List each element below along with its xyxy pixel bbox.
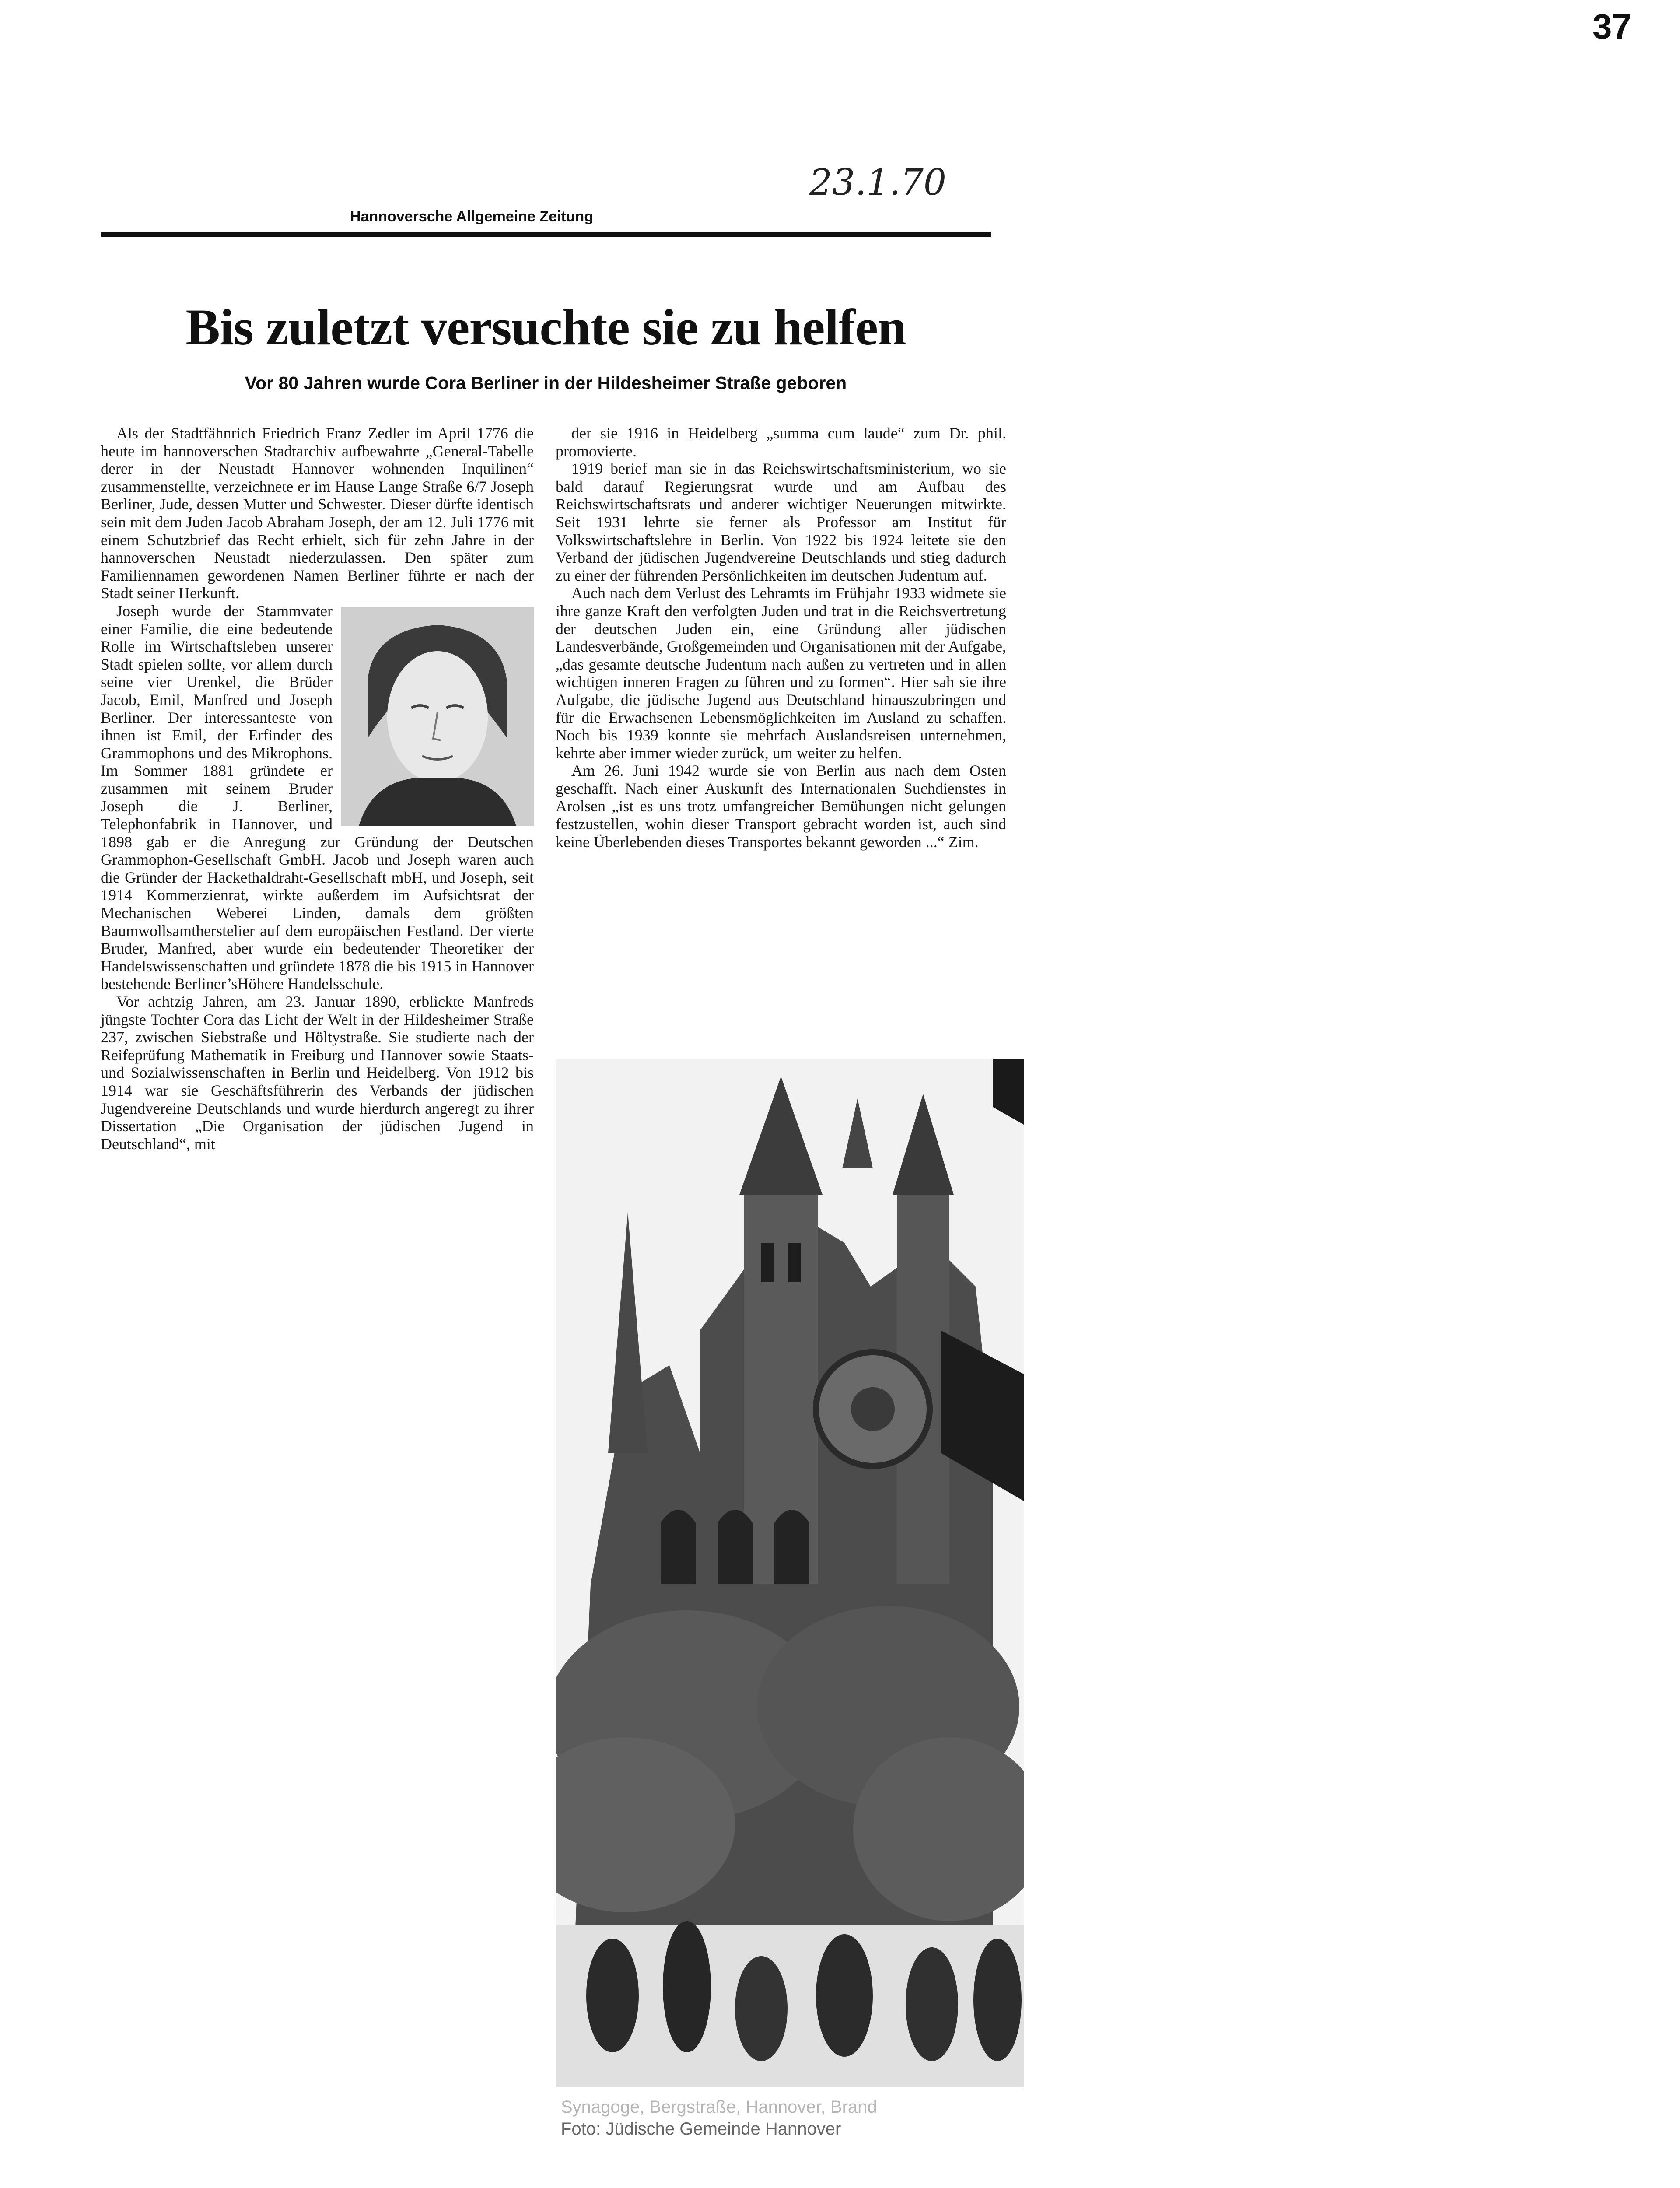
left-paragraph-3: Vor achtzig Jahren, am 23. Januar 1890, erblickte Manfreds jüngste Tochter Cora das Licht der Welt in der Hildesheimer Straße 237, zwischen Siebstraße und Höltystraße. Sie studierte nach der Reifeprüfung Mathematik in Freiburg und Hannover sowie Staats- und Sozialwissenschaften in Berlin und Heidelberg. Von 1912 bis 1914 war sie Geschäftsführerin des Verbands der jüdischen Jugendvereine Deutschlands und wurde hierdurch angeregt zu ihrer Dissertation „Die Organisation der jüdischen Jugend in Deutschland“, mit: [101, 993, 534, 1153]
article-subheadline: Vor 80 Jahren wurde Cora Berliner in der Hildesheimer Straße geboren: [245, 373, 847, 393]
right-paragraph-1: der sie 1916 in Heidelberg „summa cum laude“ zum Dr. phil. promovierte.: [556, 424, 1006, 460]
photo-caption-title: Synagoge, Bergstraße, Hannover, Brand: [561, 2097, 877, 2117]
handwritten-date: 23.1.70: [809, 162, 946, 203]
photo-credit: Foto: Jüdische Gemeinde Hannover: [561, 2119, 841, 2139]
page-number: 37: [1592, 7, 1631, 46]
newspaper-masthead: Hannoversche Allgemeine Zeitung: [350, 208, 594, 225]
right-paragraph-4: Am 26. Juni 1942 wurde sie von Berlin aus nach dem Osten geschafft. Nach einer Auskunft des Internationalen Suchdienstes in Arolsen „ist es uns trotz umfangreicher Bemühungen nicht gelungen festzustellen, wohin dieser Transport gebracht worden ist, auch sind keine Überlebenden dieses Transportes bekannt geworden ...“ Zim.: [556, 762, 1006, 851]
right-paragraph-2: 1919 berief man sie in das Reichswirtschaftsministerium, wo sie bald darauf Regierungsrat wurde und am Aufbau des Reichswirtschaftsrats und anderer wichtiger Neuerungen mitwirkte. Seit 1931 lehrte sie ferner als Professor am Institut für Volkswirtschaftslehre in Berlin. Von 1922 bis 1924 leitete sie den Verband der jüdischen Jugendvereine Deutschlands und stieg dadurch zu einer der führenden Persönlichkeiten im deutschen Judentum auf.: [556, 460, 1006, 584]
synagogue-photo: [556, 1059, 1024, 2087]
cora-berliner-portrait: [341, 607, 534, 826]
right-paragraph-3: Auch nach dem Verlust des Lehramts im Frühjahr 1933 widmete sie ihre ganze Kraft den verfolgten Juden und trat in die Reichsvertretung der deutschen Juden ein, eine Gründung aller jüdischen Landesverbände, Großgemeinden und Organisationen mit der Aufgabe, „das gesamte deutsche Judentum nach außen zu vertreten und in allen wichtigen inneren Fragen zu führen und zu formen“. Hier sah sie ihre Aufgabe, die jüdische Jugend aus Deutschland hinauszubringen und für die Erwachsenen Lebensmöglichkeiten im Ausland zu schaffen. Noch bis 1939 konnte sie mehrfach Auslandsreisen unternehmen, kehrte aber immer wieder zurück, um weiter zu helfen.: [556, 584, 1006, 762]
photo-caption: [561, 2096, 1042, 2140]
left-paragraph-2: Joseph wurde der Stammvater einer Familie, die eine bedeutende Rolle im Wirtschaftsleben unserer Stadt spielen sollte, vor allem durch seine vier Urenkel, die Brüder Jacob, Emil, Manfred und Joseph Berliner. Der interessanteste von ihnen ist Emil, der Erfinder des Grammophons und des Mikrophons. Im Sommer 1881 gründete er zusammen mit seinem Bruder Joseph die J. Berliner, Telephonfabrik in Hannover, und 1898 gab er die Anregung zur Gründung der Deutschen Grammophon-Gesellschaft GmbH. Jacob und Joseph waren auch die Gründer der Hackethaldraht-Gesellschaft mbH, und Joseph, seit 1914 Kommerzienrat, wirkte außerdem im Aufsichtsrat der Mechanischen Weberei Linden, damals dem größten Baumwollsamtherstelier auf dem europäischen Festland. Der vierte Bruder, Manfred, aber wurde ein bedeutender Theoretiker der Handelswissenschaften und gründete 1878 die bis 1915 in Hannover bestehende Berliner’sHöhere Handelsschule.: [101, 602, 534, 993]
left-paragraph-1: Als der Stadtfähnrich Friedrich Franz Zedler im April 1776 die heute im hannoverschen Stadtarchiv aufbewahrte „General-Tabelle derer in der Neustadt Hannover wohnenden Inquilinen“ zusammenstellte, verzeichnete er im Hause Lange Straße 6/7 Joseph Berliner, Jude, dessen Mutter und Schwester. Dieser dürfte identisch sein mit dem Juden Jacob Abraham Joseph, der am 12. Juli 1776 mit einem Schutzbrief das Recht erhielt, sich für zehn Jahre in der hannoverschen Neustadt niederzulassen. Den später zum Familiennamen gewordenen Namen Berliner führte er nach der Stadt seiner Herkunft.: [101, 424, 534, 602]
article-headline: Bis zuletzt versuchte sie zu helfen: [186, 298, 906, 356]
masthead-rule: [101, 232, 991, 237]
article-left-column: [101, 424, 534, 1153]
article-right-column: [556, 424, 1006, 851]
